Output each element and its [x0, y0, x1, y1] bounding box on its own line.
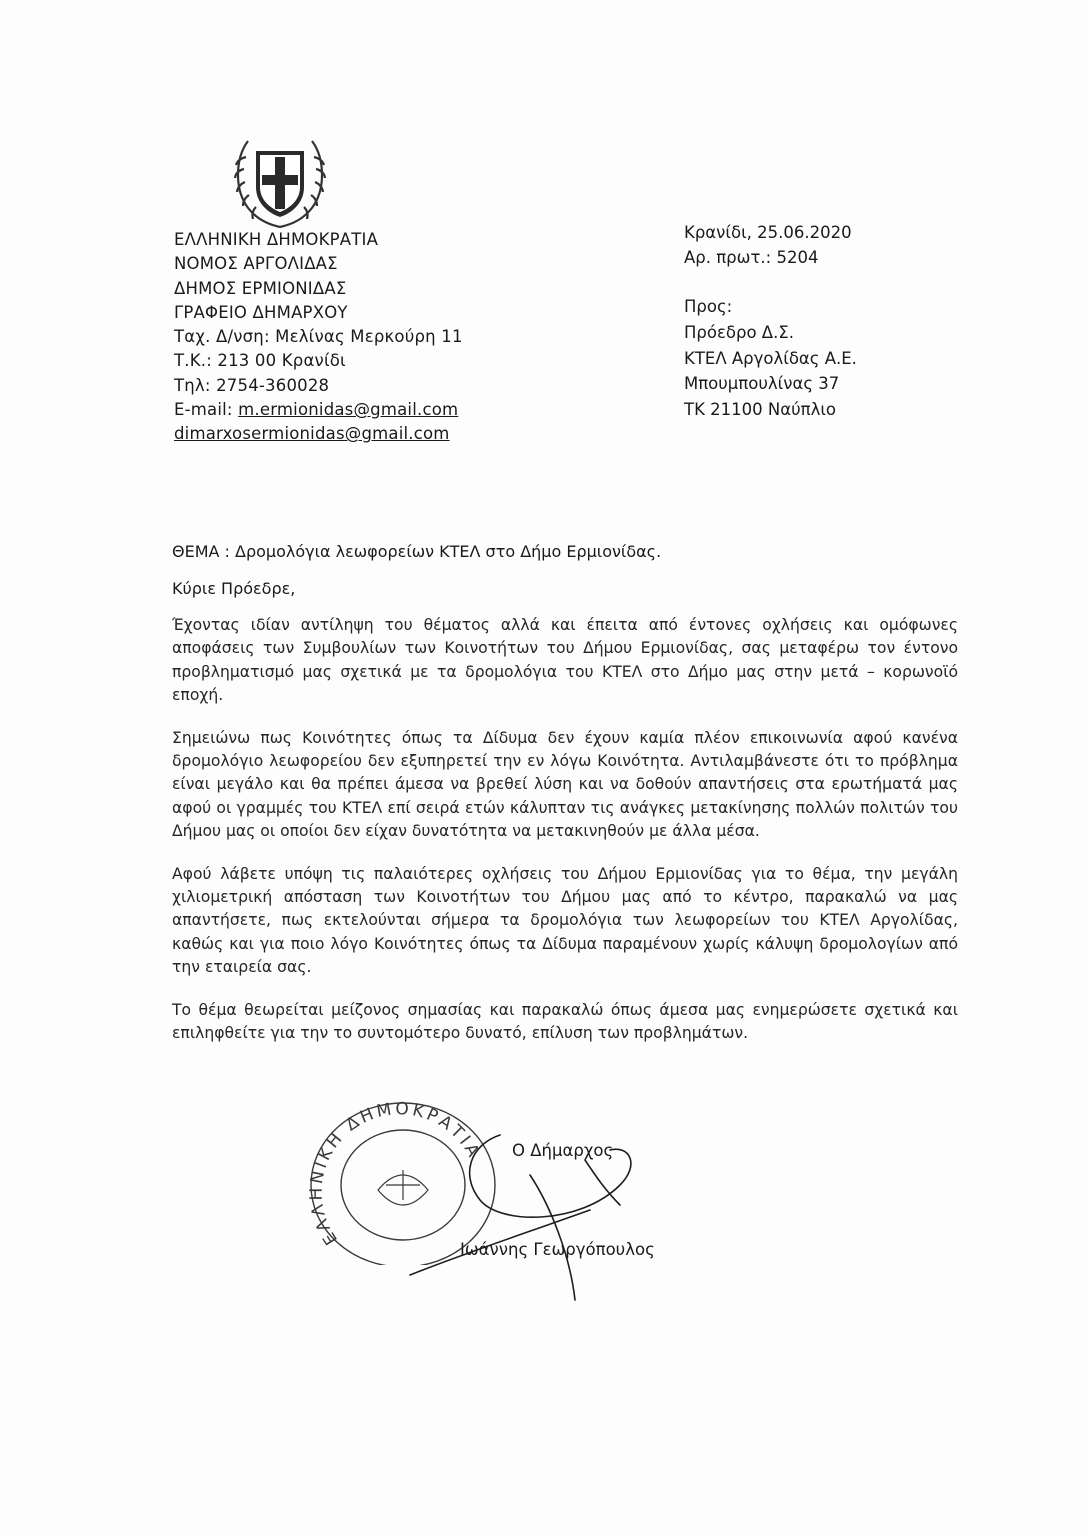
date-block: [684, 220, 852, 270]
recipient-line: Πρόεδρο Δ.Σ.: [684, 322, 795, 342]
body-paragraph: Αφού λάβετε υπόψη τις παλαιότερες οχλήσεις του Δήμου Ερμιονίδας για το θέμα, την μεγάλη χιλιομετρική απόσταση των Κοινοτήτων του Δήμου μας από το κέντρο, παρακαλώ να μας απαντήσετε, πως εκτελούνται σήμερα τα δρομολόγια των λεωφορείων του ΚΤΕΛ Αργολίδας, καθώς και για ποιο λόγο Κοινότητες όπως τα Δίδυμα παραμένουν χωρίς κάλυψη δρομολογίων από την εταιρεία σας.: [172, 864, 958, 977]
recipient-line: Προς:: [684, 297, 733, 316]
salutation: Κύριε Πρόεδρε,: [172, 579, 296, 598]
sender-line: ΔΗΜΟΣ ΕΡΜΙΟΝΙΔΑΣ: [174, 278, 347, 298]
body-paragraph: Το θέμα θεωρείται μείζονος σημασίας και παρακαλώ όπως άμεσα μας ενημερώσετε σχετικά και επιληφθείτε για την το συντομότερο δυνατό, επίλυση των προβλημάτων.: [172, 1000, 958, 1043]
sender-line: Ταχ. Δ/νση: Μελίνας Μερκούρη 11: [174, 327, 463, 347]
signature-role: Ο Δήμαρχος: [512, 1141, 614, 1160]
sender-line: Τ.Κ.: 213 00 Κρανίδι: [174, 351, 346, 371]
sender-block: [174, 228, 463, 447]
letter-body: [172, 614, 958, 1065]
recipient-line: ΤΚ 21100 Ναύπλιο: [684, 400, 837, 420]
greek-emblem-icon: [232, 135, 328, 231]
email-label: E-mail:: [174, 400, 239, 420]
signature-name: Ιωάννης Γεωργόπουλος: [460, 1240, 655, 1259]
sender-line: ΕΛΛΗΝΙΚΗ ΔΗΜΟΚΡΑΤΙΑ: [174, 230, 379, 249]
recipient-line: Μπουμπουλίνας 37: [684, 374, 840, 394]
sender-line: ΝΟΜΟΣ ΑΡΓΟΛΙΔΑΣ: [174, 254, 338, 274]
recipient-line: ΚΤΕΛ Αργολίδας Α.Ε.: [684, 348, 857, 368]
body-paragraph: Έχοντας ιδίαν αντίληψη του θέματος αλλά και έπειτα από έντονες οχλήσεις και ομόφωνες αποφάσεις των Συμβουλίων των Κοινοτήτων του Δήμου Ερμιονίδας, σας μεταφέρω τον έντονο προβληματισμό μας σχετικά με τα δρομολόγια του ΚΤΕΛ στο Δήμο μας στην μετά – κορωνοϊό εποχή.: [172, 616, 958, 705]
email-link-secondary[interactable]: dimarxosermionidas@gmail.com: [174, 424, 450, 444]
subject-line: ΘΕΜΑ : Δρομολόγια λεωφορείων ΚΤΕΛ στο Δήμο Ερμιονίδας.: [172, 542, 662, 561]
email-link-primary[interactable]: m.ermionidas@gmail.com: [238, 400, 459, 420]
sender-line: ΓΡΑΦΕΙΟ ΔΗΜΑΡΧΟΥ: [174, 302, 348, 322]
stamp-text: ΕΛΛΗΝΙΚΗ ΔΗΜΟΚΡΑΤΙΑ: [306, 1099, 485, 1249]
email-line: [174, 398, 463, 422]
sender-line: Τηλ: 2754-360028: [174, 375, 330, 395]
recipient-block: [684, 294, 857, 423]
protocol-line: Αρ. πρωτ.: 5204: [684, 248, 819, 267]
date-line: Κρανίδι, 25.06.2020: [684, 223, 852, 242]
body-paragraph: Σημειώνω πως Κοινότητες όπως τα Δίδυμα δεν έχουν καμία πλέον επικοινωνία αφού κανένα δρομολόγιο λεωφορείου δεν εξυπηρετεί την εν λόγω Κοινότητα. Αντιλαμβάνεστε ότι το πρόβλημα είναι μεγάλο και θα πρέπει άμεσα να βρεθεί λύση και να δοθούν απαντήσεις στα ερωτήματά μας αφού οι γραμμές του ΚΤΕΛ επί σειρά ετών κάλυπταν τις ανάγκες μετακίνησης πολλών πολιτών του Δήμου μας οι οποίοι δεν είχαν δυνατότητα να μετακινηθούν με άλλα μέσα.: [172, 728, 958, 841]
